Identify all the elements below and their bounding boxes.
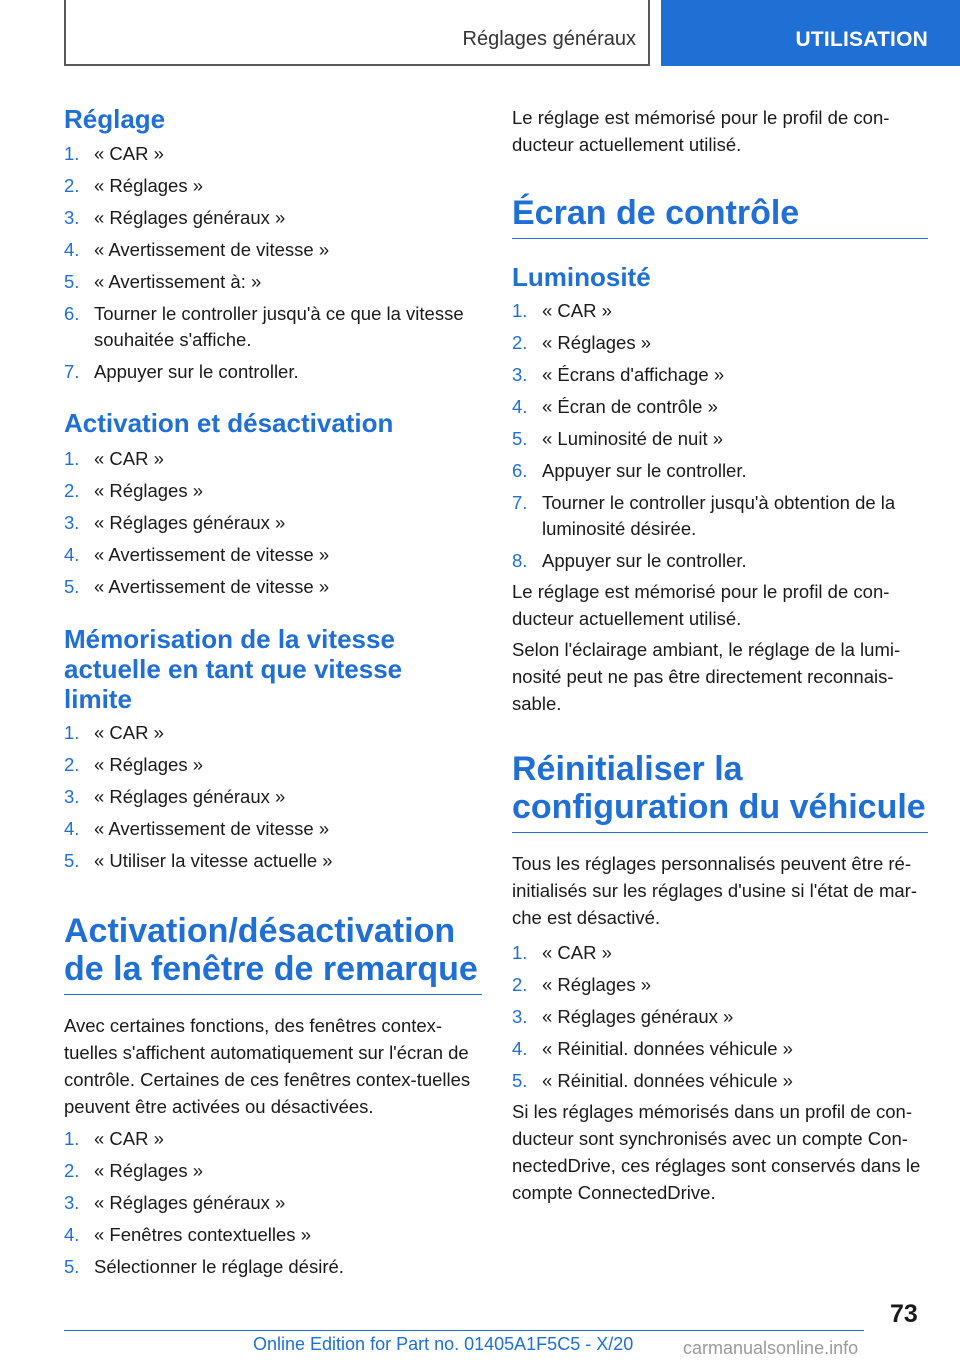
page-header — [0, 0, 960, 66]
paragraph: Avec certaines fonctions, des fenêtres contex-tuelles s'affichent automatiquement sur l'écran de contrôle. Certaines de ces fenêtres contex-tuelles peuvent être activées ou désactivées. — [64, 1015, 471, 1117]
page-number: 73 — [890, 1300, 918, 1328]
header-section-title: Réglages généraux — [462, 28, 636, 50]
header-chapter-tab — [661, 0, 960, 66]
heading-activation: Activation et désactivation — [64, 408, 394, 438]
heading-reglage: Réglage — [64, 104, 166, 134]
footer-rule — [64, 1330, 864, 1331]
paragraph: Si les réglages mémorisés dans un profil de con-ducteur sont synchronisés avec un compte Con-nectedDrive, ces réglages sont conservés dans le compte ConnectedDrive. — [512, 1101, 921, 1203]
header-chapter-title: UTILISATION — [795, 28, 928, 51]
watermark: carmanualsonline.info — [683, 1338, 859, 1358]
footer-edition: Online Edition for Part no. 01405A1F5C5 - X/20 — [253, 1334, 634, 1354]
paragraph: Le réglage est mémorisé pour le profil de con-ducteur actuellement utilisé. — [512, 107, 890, 155]
header-section-box — [64, 0, 650, 66]
heading-ecran-controle: Écran de contrôle — [512, 194, 928, 239]
paragraph: Selon l'éclairage ambiant, le réglage de la lumi-nosité peut ne pas être directement reconnais-sable. — [512, 639, 901, 714]
heading-fenetre-remarque: Activation/désactivation de la fenêtre de remarque — [64, 912, 482, 995]
heading-memorisation: Mémorisation de la vitesse actuelle en tant que vitesse limite — [64, 624, 403, 714]
heading-reinitialiser: Réinitialiser la configuration du véhicule — [512, 750, 928, 833]
heading-luminosite: Luminosité — [512, 262, 651, 292]
paragraph: Le réglage est mémorisé pour le profil de con-ducteur actuellement utilisé. — [512, 581, 890, 629]
paragraph: Tous les réglages personnalisés peuvent être ré-initialisés sur les réglages d'usine si l'état de mar-che est désactivé. — [512, 853, 917, 928]
